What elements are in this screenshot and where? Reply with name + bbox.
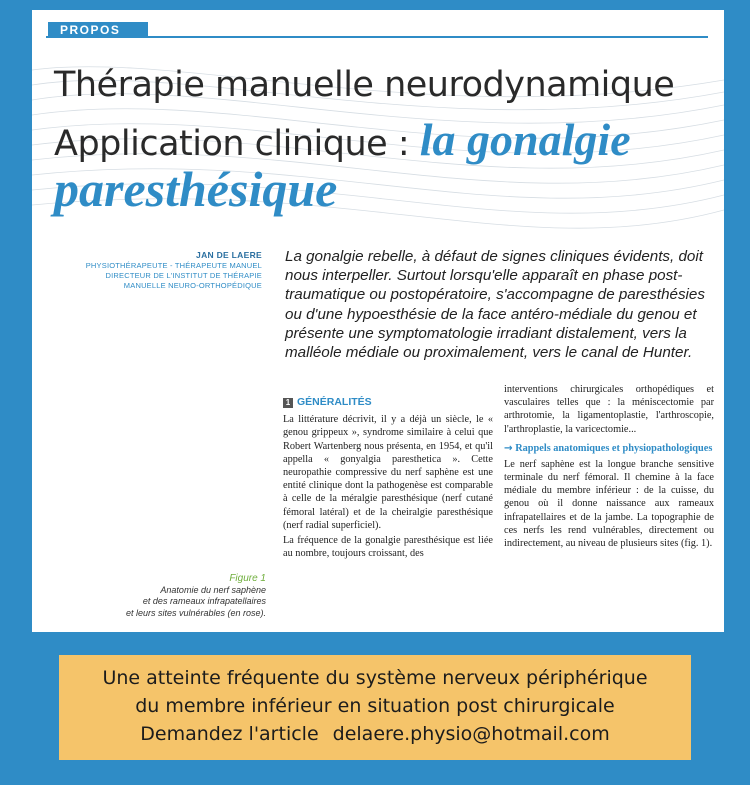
article-intro: La gonalgie rebelle, à défaut de signes cliniques évidents, doit nous interpeller. Surtout lorsqu'elle apparaît en phase post-traumatique ou postopératoire, s'accompagne de paresthésies ou d'une hypoesthésie de la face antéro-médiale du genou et présente une symptomatologie irradiant distalement, vers la malléole médiale ou proximalement, vers le canal de Hunter. <box>285 248 705 362</box>
section-tag: PROPOS <box>48 22 148 38</box>
figure-caption <box>126 573 266 619</box>
author-role-1: PHYSIOTHÉRAPEUTE - THÉRAPEUTE MANUEL <box>85 261 262 270</box>
banner-line-1: Une atteinte fréquente du système nerveux périphérique <box>102 667 648 689</box>
title-plain: Application clinique : <box>54 124 420 164</box>
article-title-line3: paresthésique <box>54 161 338 217</box>
article-page <box>32 10 724 632</box>
column-left <box>283 396 493 562</box>
section-heading <box>283 396 493 409</box>
banner-line-2: du membre inférieur en situation post chirurgicale <box>135 695 615 717</box>
subheading-label: Rappels anatomiques et physiopathologiques <box>515 442 713 454</box>
banner-line-3 <box>59 720 691 748</box>
arrow-right-icon: → <box>504 441 513 454</box>
figure-label: Figure 1 <box>229 573 266 584</box>
paragraph: Le nerf saphène est la longue branche sensitive terminale du nerf fémoral. Il chemine à la face médiale du membre inférieur : de la cuisse, du genou où il donne naissance aux rameaux infrapatellaires et de la jambe. La topographie de ces nerfs les rend vulnérables, directement ou indirectement, au niveau de plusieurs sites (fig. 1). <box>504 458 714 550</box>
paragraph: La fréquence de la gonalgie paresthésique est liée au nombre, toujours croissant, des <box>283 535 493 560</box>
email-link[interactable]: delaere.physio@hotmail.com <box>332 723 610 745</box>
caption-line: et leurs sites vulnérables (en rose). <box>125 607 266 618</box>
column-right <box>504 383 714 552</box>
article-title-line2 <box>54 113 631 166</box>
subheading <box>504 442 714 455</box>
section-number: 1 <box>283 398 293 408</box>
author-role-2: DIRECTEUR DE L'INSTITUT DE THÉRAPIE <box>105 271 262 280</box>
caption-line: Anatomie du nerf saphène <box>160 584 266 595</box>
banner-request-label: Demandez l'article <box>140 723 319 745</box>
section-heading-label: GÉNÉRALITÉS <box>297 396 372 408</box>
title-accent: la gonalgie <box>419 114 631 165</box>
paragraph: La littérature décrivit, il y a déjà un siècle, le « genou grippeux », syndrome similaire à celui que Robert Wartenberg nous présenta, en 1954, et qu'il appella « gonyalgia paresthetica ». Cette neuropathie compressive du nerf saphène est une entité clinique dont la pathogenèse est comparable à celle de la méralgie paresthésique (nerf cutané fémoral latéral) et de la cheiralgie paresthésique (nerf radial superficiel). <box>283 414 493 531</box>
paragraph: interventions chirurgicales orthopédiques et vasculaires telles que : la méniscectomie par arthrotomie, la ligamentoplastie, l'arthroscopie, l'arthroplastie, la varicectomie... <box>504 384 714 435</box>
caption-line: et des rameaux infrapatellaires <box>142 596 266 606</box>
promo-banner <box>59 655 691 760</box>
author-role-3: MANUELLE NEURO-ORTHOPÉDIQUE <box>123 281 262 290</box>
author-name: JAN DE LAERE <box>196 250 262 260</box>
author-block <box>86 250 262 290</box>
article-title-line1: Thérapie manuelle neurodynamique <box>54 65 675 105</box>
